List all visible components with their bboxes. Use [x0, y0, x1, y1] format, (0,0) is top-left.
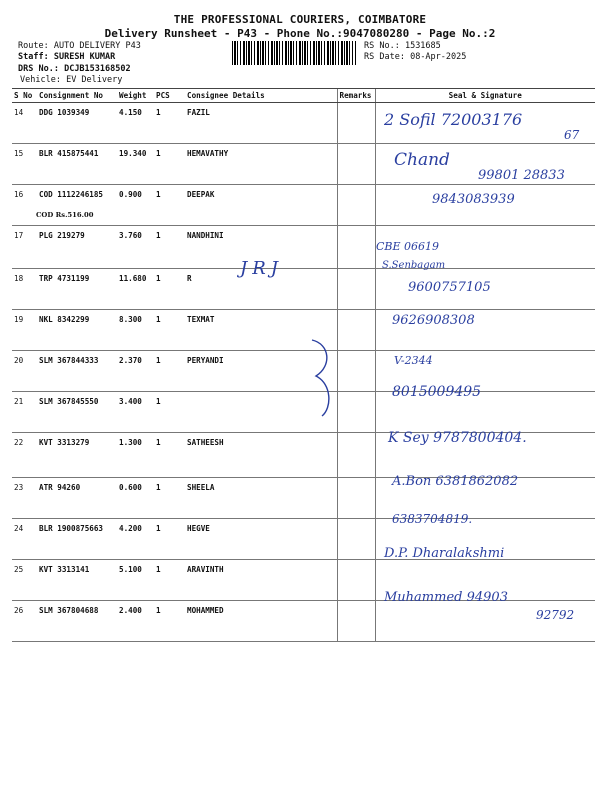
cell-sno [12, 392, 37, 433]
signature-15-phone: 99801 28833 [478, 168, 565, 183]
cell-consignee [185, 519, 337, 560]
cell-sno-text: 18 [14, 274, 24, 283]
cell-weight [117, 185, 154, 226]
signature-24: 6383704819. [392, 512, 473, 526]
cell-weight [117, 433, 154, 478]
cell-weight [117, 478, 154, 519]
cell-sno-text: 25 [14, 565, 24, 574]
runsheet-title: Delivery Runsheet - P43 - Phone No.:9047080280 - Page No.:2 [104, 27, 496, 40]
signature-16: 9843083939 [432, 192, 515, 207]
cell-remarks [337, 392, 375, 433]
cell-consignee-text: ARAVINTH [187, 565, 224, 574]
cell-consignee-text: PERYANDI [187, 356, 224, 365]
signature-25: D.P. Dharalakshmi [384, 546, 505, 561]
cell-sno-text: 24 [14, 524, 24, 533]
signature-19: 9626908308 [392, 313, 475, 328]
cell-remarks [337, 226, 375, 269]
cell-consignment-text: KVT 3313279 [39, 438, 90, 447]
cell-pcs [154, 103, 185, 144]
cell-sno [12, 478, 37, 519]
cell-pcs [154, 433, 185, 478]
cell-consignment [37, 269, 117, 310]
rs-date-label: RS Date: [364, 52, 405, 62]
cell-consignee-text: R [187, 274, 192, 283]
rs-date-value: 08-Apr-2025 [410, 52, 467, 62]
cell-remarks [337, 519, 375, 560]
cell-consignment [37, 392, 117, 433]
cell-remarks [337, 351, 375, 392]
cell-sno-text: 20 [14, 356, 24, 365]
cell-consignee-text: SATHEESH [187, 438, 224, 447]
cell-consignee-text: SHEELA [187, 483, 215, 492]
barcode [232, 41, 356, 65]
signature-14-extra: 67 [564, 128, 580, 142]
cell-consignee-text: HEGVE [187, 524, 210, 533]
cell-sno-text: 17 [14, 231, 24, 240]
cell-consignment-text: PLG 219279 [39, 231, 85, 240]
col-sno: S No [12, 89, 37, 103]
vehicle-line [20, 75, 122, 85]
staff-value: SURESH KUMAR [53, 52, 116, 62]
cell-consignment [37, 560, 117, 601]
cell-sno [12, 226, 37, 269]
handwritten-initials: JRJ [240, 258, 283, 279]
cell-weight [117, 351, 154, 392]
cell-consignee [185, 144, 337, 185]
cell-pcs-text: 1 [156, 356, 161, 365]
route-label: Route: [18, 41, 49, 51]
cell-pcs [154, 392, 185, 433]
cell-sno-text: 16 [14, 190, 24, 199]
rs-no-line [364, 41, 441, 51]
cell-sno [12, 103, 37, 144]
cell-consignment-text: BLR 415875441 [39, 149, 99, 158]
cell-pcs [154, 519, 185, 560]
cell-sno [12, 351, 37, 392]
cell-consignee [185, 478, 337, 519]
cell-pcs [154, 226, 185, 269]
signature-18-phone: 9600757105 [408, 280, 491, 295]
cell-weight [117, 103, 154, 144]
cell-pcs [154, 144, 185, 185]
cell-remarks [337, 185, 375, 226]
cell-pcs [154, 269, 185, 310]
cell-pcs-text: 1 [156, 606, 161, 615]
rs-no-value: 1531685 [404, 41, 441, 51]
cell-remarks [337, 560, 375, 601]
signature-26: Muhammed 94903 [384, 590, 508, 605]
drs-value: DCJB153168502 [64, 64, 131, 74]
cell-consignment-text: ATR 94260 [39, 483, 81, 492]
cell-pcs [154, 478, 185, 519]
cell-pcs-text: 1 [156, 108, 161, 117]
route-value: AUTO DELIVERY P43 [53, 41, 141, 51]
cell-consignment-text: DDG 1039349 [39, 108, 90, 117]
cell-remarks [337, 144, 375, 185]
cell-pcs-text: 1 [156, 190, 161, 199]
cell-weight-text: 19.340 [119, 149, 147, 158]
col-pcs: PCS [154, 89, 185, 103]
cell-sno-text: 15 [14, 149, 24, 158]
cell-weight-text: 1.300 [119, 438, 142, 447]
cell-sno-text: 22 [14, 438, 24, 447]
cell-consignment [37, 310, 117, 351]
cell-pcs [154, 310, 185, 351]
cell-pcs-text: 1 [156, 231, 161, 240]
signature-15: Chand [394, 150, 450, 170]
rs-no-label: RS No.: [364, 41, 400, 51]
cell-sno [12, 269, 37, 310]
cell-sno-text: 26 [14, 606, 24, 615]
cell-consignment [37, 351, 117, 392]
cell-consignee [185, 433, 337, 478]
signature-14: 2 Sofil 72003176 [384, 110, 523, 129]
vehicle-value: EV Delivery [66, 75, 123, 85]
cell-consignee-text: DEEPAK [187, 190, 215, 199]
cell-consignee [185, 185, 337, 226]
cell-consignment [37, 226, 117, 269]
cell-weight-text: 0.600 [119, 483, 142, 492]
drs-label: DRS No.: [18, 64, 59, 74]
signature-26-extra: 92792 [536, 608, 575, 622]
cell-consignment [37, 433, 117, 478]
signature-23: A.Bon 6381862082 [392, 474, 519, 489]
cell-pcs-text: 1 [156, 274, 161, 283]
staff-label: Staff: [18, 52, 49, 62]
col-consignment: Consignment No [37, 89, 117, 103]
cell-weight-text: 3.760 [119, 231, 142, 240]
signature-18: S.Senbagam [382, 260, 446, 271]
cell-weight-text: 4.200 [119, 524, 142, 533]
cell-weight [117, 310, 154, 351]
cell-consignment [37, 185, 117, 226]
cell-pcs-text: 1 [156, 483, 161, 492]
cell-pcs-text: 1 [156, 524, 161, 533]
cell-pcs [154, 351, 185, 392]
cell-consignment [37, 103, 117, 144]
cell-remarks [337, 478, 375, 519]
cell-consignment [37, 519, 117, 560]
cell-remarks [337, 269, 375, 310]
table-row [12, 519, 595, 560]
cod-amount: COD Rs.516.00 [36, 211, 94, 219]
table-row [12, 226, 595, 269]
cell-weight-text: 8.300 [119, 315, 142, 324]
cell-consignment [37, 601, 117, 642]
cell-pcs [154, 560, 185, 601]
cell-weight-text: 3.400 [119, 397, 142, 406]
vehicle-label: Vehicle: [20, 75, 61, 85]
cell-consignment-text: NKL 8342299 [39, 315, 90, 324]
cell-pcs-text: 1 [156, 149, 161, 158]
cell-remarks [337, 433, 375, 478]
cell-consignment-text: SLM 367804688 [39, 606, 99, 615]
cell-pcs [154, 601, 185, 642]
cell-sno [12, 560, 37, 601]
cell-weight [117, 392, 154, 433]
cell-sno-text: 23 [14, 483, 24, 492]
table-header-row [12, 89, 595, 103]
cell-sno [12, 144, 37, 185]
cell-consignment [37, 144, 117, 185]
cell-consignee-text: FAZIL [187, 108, 210, 117]
cell-consignment-text: TRP 4731199 [39, 274, 90, 283]
cell-consignee-text: MOHAMMED [187, 606, 224, 615]
cell-sno-text: 14 [14, 108, 24, 117]
signature-17: CBE 06619 [376, 240, 440, 253]
cell-pcs-text: 1 [156, 397, 161, 406]
cell-weight-text: 5.100 [119, 565, 142, 574]
col-consignee: Consignee Details [185, 89, 337, 103]
cell-weight-text: 2.370 [119, 356, 142, 365]
cell-weight-text: 2.400 [119, 606, 142, 615]
cell-consignee-text: HEMAVATHY [187, 149, 229, 158]
cell-remarks [337, 601, 375, 642]
col-remarks: Remarks [337, 89, 375, 103]
cell-consignment-text: SLM 367845550 [39, 397, 99, 406]
cell-sno-text: 19 [14, 315, 24, 324]
drs-line [18, 64, 131, 74]
cell-weight-text: 11.680 [119, 274, 147, 283]
signature-21: 8015009495 [392, 384, 482, 400]
cell-weight [117, 226, 154, 269]
cell-weight-text: 0.900 [119, 190, 142, 199]
cell-consignment-text: SLM 367844333 [39, 356, 99, 365]
cell-consignment-text: BLR 1900875663 [39, 524, 104, 533]
table-row [12, 269, 595, 310]
cell-pcs-text: 1 [156, 315, 161, 324]
cell-sno-text: 21 [14, 397, 24, 406]
rs-date-line [364, 52, 466, 62]
cell-consignment-text: KVT 3313141 [39, 565, 90, 574]
brace-mark [302, 338, 338, 418]
signature-22: K Sey 9787800404. [388, 430, 527, 446]
table-row [12, 601, 595, 642]
cell-consignee [185, 601, 337, 642]
cell-sno [12, 519, 37, 560]
cell-remarks [337, 103, 375, 144]
cell-sno [12, 433, 37, 478]
cell-weight-text: 4.150 [119, 108, 142, 117]
cell-consignee-text: TEXMAT [187, 315, 215, 324]
cell-consignment [37, 478, 117, 519]
cell-consignee [185, 103, 337, 144]
route-line [18, 41, 141, 51]
cell-weight [117, 144, 154, 185]
staff-line [18, 52, 115, 62]
company-title: THE PROFESSIONAL COURIERS, COIMBATORE [173, 13, 427, 26]
cell-weight [117, 269, 154, 310]
cell-consignee [185, 560, 337, 601]
cell-pcs [154, 185, 185, 226]
col-weight: Weight [117, 89, 154, 103]
cell-weight [117, 601, 154, 642]
cell-weight [117, 560, 154, 601]
cell-pcs-text: 1 [156, 565, 161, 574]
cell-sno [12, 601, 37, 642]
cell-consignee-text: NANDHINI [187, 231, 224, 240]
cell-sno [12, 310, 37, 351]
cell-consignment-text: COD 1112246185 [39, 190, 104, 199]
cell-sno [12, 185, 37, 226]
signature-20: V-2344 [394, 354, 433, 367]
cell-weight [117, 519, 154, 560]
cell-remarks [337, 310, 375, 351]
col-signature: Seal & Signature [375, 89, 595, 103]
cell-pcs-text: 1 [156, 438, 161, 447]
